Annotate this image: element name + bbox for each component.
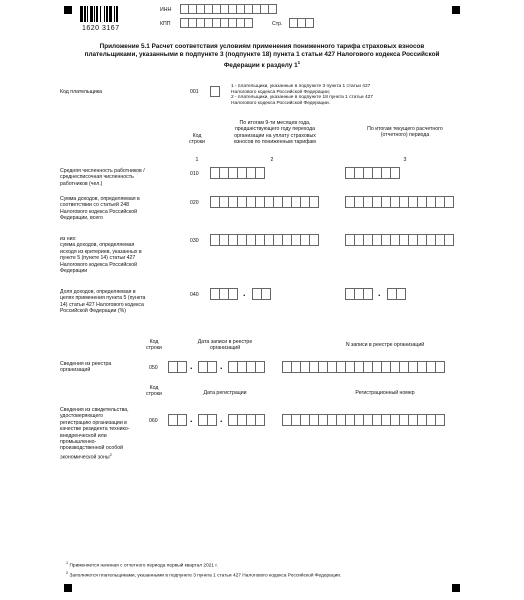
barcode-stripe [116,6,118,22]
registry-col-code-header [139,339,169,352]
input-cell[interactable] [396,288,406,300]
certificate-number-field[interactable] [282,414,444,426]
table1-col-number-1: 1 [195,157,199,163]
certificate-col-code-header [139,385,169,398]
row-040-label-line-2: целях применения пункта 5 (пункта [60,295,146,302]
barcode [80,0,144,24]
certificate-footnote-mark: 2 [109,451,112,457]
row-040-field-current-int[interactable] [345,288,372,300]
row-020-field-current[interactable] [345,196,453,208]
certificate-date-day[interactable] [168,414,186,426]
table1-col-number-2: 2 [270,157,274,163]
kpp-field[interactable] [180,18,252,28]
barcode-stripe [96,6,98,22]
row-010-field-9m[interactable] [210,167,264,179]
certificate-date-sep-1: . [190,414,193,424]
payer-code-note-2b: Налогового кодекса Российской Федерации. [231,100,330,106]
input-cell[interactable] [177,414,187,426]
registry-date-sep-2: . [220,361,223,371]
registry-number-field[interactable] [282,361,444,373]
title-footnote-mark: 1 [297,60,301,65]
registry-label [60,361,111,374]
row-020-label-line-2: соответствии со статьей 248 [60,202,129,209]
barcode-stripe [104,6,105,22]
row-010-label-line-3: работников (чел.) [60,180,103,187]
corner-marker-top-left [64,6,72,14]
row-030-code: 030 [190,238,199,244]
row-010-label-line-1: Средняя численность работников / [60,168,145,174]
certificate-row-code: 060 [149,418,158,424]
table1-col-code-header [182,133,212,146]
footnote-2-mark: 2 [66,571,69,575]
footnote-2-text: Заполняется плательщиками, указанными в подпункте 3 пункта 1 статьи 427 Налогового кодекса Российской Федерации. [69,573,342,579]
corner-marker-bottom-right [452,584,460,592]
row-040-label-line-3: 14) статьи 427 Налогового кодекса [60,301,144,308]
table1-col-code-line-1: Код [192,133,202,139]
certificate-label [60,407,129,461]
footnote-1-mark: 1 [66,561,69,565]
certificate-date-year[interactable] [228,414,264,426]
input-cell[interactable] [268,4,277,14]
table1-col-number-3: 3 [403,157,407,163]
certificate-label-line-5: внедренческой или [60,432,107,439]
row-020-label-line-4: Федерации, всего [60,215,103,222]
table1-col-current-line-1: По итогам текущего расчетного [367,126,443,132]
row-020-label-line-3: Налогового кодекса Российской [60,208,138,215]
row-040-code: 040 [190,292,199,298]
input-cell[interactable] [261,288,271,300]
row-010-label-line-2: среднесписочная численность [60,174,134,181]
registry-date-sep-1: . [190,361,193,371]
input-cell[interactable] [210,86,220,97]
input-cell[interactable] [444,234,454,246]
certificate-label-line-4: качестве резидента технико- [60,426,130,433]
barcode-stripe [100,6,101,22]
certificate-label-line-3: регистрацию организации в [60,419,127,426]
barcode-stripe [84,6,86,22]
row-020-label-line-1: Сумма доходов, определяемая в [60,196,140,202]
row-030-label-line-1: из них: [60,236,77,242]
input-cell[interactable] [390,167,400,179]
payer-code-number: 001 [190,89,199,95]
row-010-label [60,168,145,187]
row-040-decimal-point-current: . [378,288,381,298]
row-030-label-line-5: Налогового кодекса Российской [60,261,138,268]
payer-code-note-1b: Налогового кодекса Российской Федерации; [231,89,330,95]
barcode-stripe [94,6,95,22]
page-label: Стр. [272,21,283,27]
title-line-3-text: Федерации к разделу 1 [223,62,298,70]
row-040-label-line-1: Доля доходов, определяемая в [60,289,136,295]
row-040-field-current-frac[interactable] [387,288,405,300]
barcode-number: 1620 3167 [82,25,120,32]
payer-code-note-2: 2 - плательщики, указанные в подпункте 18 пункта 1 статьи 427 [231,95,373,100]
barcode-stripe [87,6,88,22]
registry-col-date-header [175,339,275,352]
inn-field[interactable] [180,4,276,14]
row-030-label [60,236,142,274]
input-cell[interactable] [309,234,319,246]
page-field[interactable] [289,18,313,28]
certificate-label-line-8 [60,452,129,461]
payer-code-label: Код плательщика [60,89,103,95]
row-040-label-line-4: Российской Федерации (%) [60,308,126,315]
table1-col-current-header [340,126,470,139]
input-cell[interactable] [363,288,373,300]
kpp-label: КПП [160,21,171,27]
row-030-label-line-3: исходя из критериев, указанных в [60,248,142,255]
row-030-field-9m[interactable] [210,234,318,246]
input-cell[interactable] [207,414,217,426]
certificate-label-line-1: Сведения из свидетельства, [60,407,129,413]
input-cell[interactable] [305,18,314,28]
certificate-col-number-header: Регистрационный номер [355,390,415,396]
inn-label: ИНН [160,7,172,13]
row-040-decimal-point-9m: . [243,288,246,298]
input-cell[interactable] [255,361,265,373]
title-line-3 [60,59,464,70]
registry-row-code: 050 [149,365,158,371]
row-010-code: 010 [190,171,199,177]
barcode-stripe [90,6,93,22]
certificate-label-line-6: промышленно- [60,439,97,446]
certificate-col-code-line-1: Код [149,385,159,391]
row-030-label-line-4: пункте 5 (пункте 14) статьи 427 [60,255,136,262]
registry-col-code-line-2: строки [146,345,162,352]
row-030-label-line-2: сумма доходов, определяемая [60,242,135,249]
input-cell[interactable] [444,196,454,208]
payer-code-note-1: 1 - плательщики, указанные в подпункте 3 пункта 1 статьи 427 [231,84,371,89]
registry-label-line-1: Сведения из реестра [60,361,112,367]
footnote-1 [66,561,218,569]
table1-col-code-line-2: строки [189,139,205,146]
footnote-2 [66,571,341,579]
row-020-field-9m[interactable] [210,196,318,208]
table1-col-9m-line-4: взносов по пониженным тарифам [234,139,316,146]
certificate-label-line-2: удостоверяющего [60,413,103,420]
certificate-date-month[interactable] [198,414,216,426]
row-030-label-line-6: Федерации [60,268,88,275]
input-cell[interactable] [255,167,265,179]
title-line-2: плательщиками, указанными в подпункте 3 (подпункте 18) пункта 1 статьи 427 Налогового кодекса Российской [84,51,440,58]
barcode-stripe [80,6,83,22]
corner-marker-bottom-left [64,584,72,592]
registry-date-year[interactable] [228,361,264,373]
barcode-stripe [109,6,112,22]
row-020-label [60,196,140,222]
row-040-field-9m-frac[interactable] [252,288,270,300]
corner-marker-top-right [452,6,460,14]
table1-col-9m-line-2: предшествующего году перехода [234,126,315,133]
registry-label-line-2: организаций [60,367,91,374]
input-cell[interactable] [435,361,445,373]
barcode-stripe [106,6,108,22]
table1-col-current-line-2: (отчетного) периода [380,132,430,139]
certificate-label-line-8-text: экономической зоны [60,454,110,461]
title-line-1: Приложение 5.1 Расчет соответствия условиям применения пониженного тарифа страховых взносов [99,43,425,50]
input-cell[interactable] [228,288,238,300]
certificate-col-date-header: Дата регистрации [203,390,247,396]
input-cell[interactable] [435,414,445,426]
registry-date-day[interactable] [168,361,186,373]
row-040-field-9m-int[interactable] [210,288,237,300]
row-010-field-current[interactable] [345,167,399,179]
input-cell[interactable] [207,361,217,373]
row-040-label [60,289,145,315]
table1-col-9m-header [215,120,335,146]
registry-col-number-header: N записи в реестре организаций [345,342,425,348]
footnote-1-text: Применяется начиная с отчетного периода первый квартал 2021 г. [69,563,218,569]
input-cell[interactable] [255,414,265,426]
certificate-col-code-line-2: строки [146,391,162,398]
registry-col-date-line-2: организаций [209,345,241,352]
certificate-date-sep-2: . [220,414,223,424]
payer-code-field[interactable] [210,86,219,97]
barcode-stripe [114,6,115,22]
registry-date-month[interactable] [198,361,216,373]
registry-col-code-line-1: Код [149,339,159,345]
registry-col-date-line-1: Дата записи в реестре [197,339,253,345]
row-030-field-current[interactable] [345,234,453,246]
input-cell[interactable] [244,18,253,28]
table1-col-9m-line-1: По итогам 9-ти месяцев года, [239,120,311,126]
table1-col-9m-line-3: организации на уплату страховых [234,132,316,139]
certificate-label-line-7: производственной особой [60,445,124,452]
row-020-code: 020 [190,200,199,206]
input-cell[interactable] [309,196,319,208]
input-cell[interactable] [177,361,187,373]
